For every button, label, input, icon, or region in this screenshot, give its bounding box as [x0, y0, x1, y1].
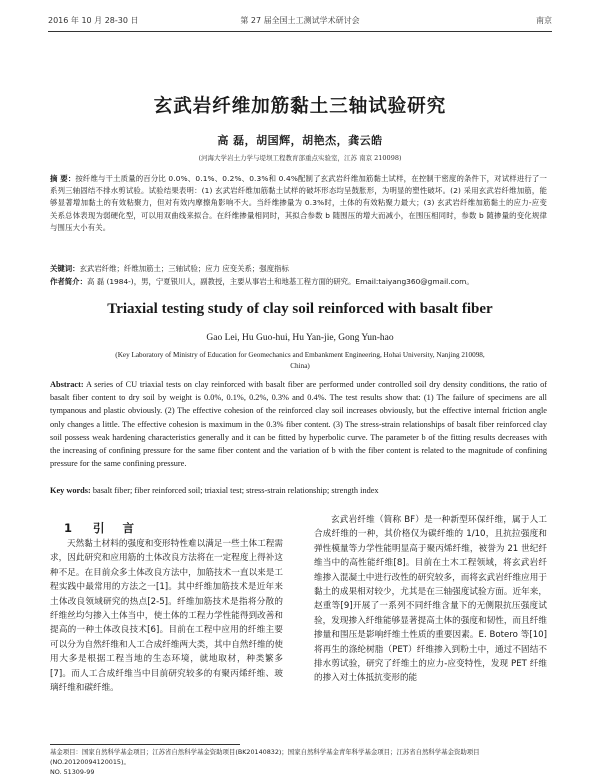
chinese-keywords-text: 玄武岩纤维；纤维加筋土；三轴试验；应力 应变关系；强度指标: [79, 264, 289, 273]
chinese-affiliation: (河海大学岩土力学与堤坝工程教育部重点实验室，江苏 南京 210098): [198, 154, 402, 162]
english-authors: Gao Lei, Hu Guo-hui, Hu Yan-jie, Gong Yun-hao: [206, 333, 394, 343]
section-heading: [64, 520, 152, 536]
english-keywords-text: basalt fiber; fiber reinforced soil; triaxial test; stress-strain relationship; strength index: [90, 486, 379, 495]
footnote-line2: NO. 51309-99: [50, 768, 95, 776]
header-conference: 第 27 届全国土工测试学术研讨会: [240, 16, 360, 25]
intro-paragraph-right: 玄武岩纤维（简称 BF）是一种新型环保纤维，属于人工合成纤维的一种，其价格仅为碳纤维的 1/10，且抗拉强度和弹性模量等力学性能明显高于聚丙烯纤维，被誉为 21 世纪纤维当中的高性能纤维[8]。目前在土木工程领域，将玄武岩纤维掺入混凝土中进行改性的研究较多，而将玄武岩纤维应用于黏土的成果相对较少，尤其是在三轴强度试验方面。近年来，赵重等[9]开展了一系列不同纤维含量下的无侧限抗压强度试验，发现掺入纤维能够显著提高土体的强度和韧性，而且纤维掺量和围压是影响纤维土性质的重要因素。E. Botero 等[10]将再生的涤纶树脂（PET）纤维掺入到粉土中，通过不固结不排水剪试验，研究了纤维土的应力-应变特性，发现 PET 纤维的掺入对土体抵抗变形的能: [314, 515, 547, 684]
body-column-left: [50, 537, 283, 695]
author-intro-label: 作者简介：: [50, 277, 87, 286]
english-affiliation: [50, 350, 550, 372]
english-abstract: [50, 378, 547, 470]
chinese-keywords-label: 关键词：: [50, 264, 80, 273]
author-intro-text: 高 磊 (1984-)，男，宁夏银川人，副教授，主要从事岩土和地基工程方面的研究。Email:taiyang360@gmail.com。: [86, 277, 474, 286]
chinese-keywords: [50, 263, 547, 274]
chinese-abstract-text: 按纤维与干土质量的百分比 0.0%、0.1%、0.2%、0.3%和 0.4%配制了玄武岩纤维加筋黏土试样，在控制干密度的条件下，对试样进行了一系列三轴固结不排水剪试验。试验结果表明：(1) 玄武岩纤维加筋黏土试样的破坏形态均呈鼓胀形，为明显的塑性破坏。(2) 采用玄武岩纤维加筋，能够显著增加黏土的有效粘聚力，但对有效内摩擦角影响不大。当纤维掺量为 0.3%时，土体的有效粘聚力最大；(3) 玄武岩纤维加筋黏土的应力-应变关系总体表现为弱硬化型，可以用双曲线来拟合。在纤维掺量相同时，其拟合参数 b 随围压的增大而减小，在围压相同时，参数 b 随掺量的变化规律与围压大小有关。: [50, 174, 547, 232]
english-abstract-text: A series of CU triaxial tests on clay reinforced with basalt fiber are performed under controlled soil dry density conditions, the ratio of basalt fiber content to dry soil by weight is 0.0%, 0.1%, 0.2%, 0.3% and 0.4%. The test results show that: (1) The failure of specimens are all tympanous and plastic obviously. (2) The effective cohesion of the reinforced clay soil increases obviously, but the effective internal friction angle only changes a little. The effective cohesion is maximum in the 0.3% fiber content. (3) The stress-strain relationships of basalt fiber reinforced clay soil possess weak hardening characteristics generally and it can be fitted by hyperbolic curve. The parameter b of the fitting results decreases with the increasing of confining pressure for the same fiber content and the variation of b with the fiber content is related to the magnitude of confining pressure for the same confining pressure.: [50, 380, 547, 469]
english-keywords: [50, 486, 547, 495]
footnote: [50, 747, 550, 777]
footnote-rule: [50, 744, 240, 745]
english-affiliation-line2: China): [290, 362, 310, 370]
chinese-abstract: [50, 173, 547, 234]
section-title: 引言: [93, 521, 153, 535]
english-title: Triaxial testing study of clay soil reinforced with basalt fiber: [107, 301, 493, 317]
intro-paragraph-left: 天然黏土材料的强度和变形特性难以满足一些土体工程需求，因此研究和应用筋的土体改良方法将在一定程度上得补这种不足。在目前众多土体改良方法中，加筋技术一直以来是工程实践中最常用的方法之一[1]。其中纤维加筋技术是近年来土体改良领域研究的热点[2-5]。纤维加筋技术是指将分散的纤维丝均匀掺入土体当中，使土体的工程力学性能得到改善和提高的一种土体改良技术[6]。目前在工程中应用的纤维主要可以分为自然纤维和人工合成纤维两大类，其中自然纤维的使用大多是根据工程当地的生态环境，就地取材，种类繁多[7]。而人工合成纤维当中目前研究较多的有聚丙烯纤维、玻璃纤维和碳纤维。: [50, 539, 283, 694]
header-date: 2016 年 10 月 28-30 日: [48, 16, 139, 25]
chinese-abstract-label: 摘 要：: [50, 174, 76, 183]
chinese-title: 玄武岩纤维加筋黏土三轴试验研究: [153, 96, 447, 117]
author-introduction: [50, 276, 547, 287]
english-keywords-label: Key words:: [50, 486, 91, 495]
english-affiliation-line1: (Key Laboratory of Ministry of Education for Geomechanics and Embankment Engineering, Hohai University, Nanjing 210098,: [115, 351, 485, 359]
header-rule: [48, 31, 552, 32]
running-header: [48, 14, 552, 28]
english-abstract-label: Abstract:: [50, 380, 84, 389]
header-location: 南京: [536, 16, 552, 25]
chinese-authors: 高 磊，胡国辉，胡艳杰，龚云皓: [217, 134, 383, 147]
body-column-right: [314, 513, 547, 686]
footnote-line1: 基金项目：国家自然科学基金项目；江苏省自然科学基金资助项目(BK20140832)；国家自然科学基金青年科学基金项目；江苏省自然科学基金资助项目(NO.20120094120015)。: [50, 748, 480, 766]
section-number: 1: [64, 521, 74, 535]
